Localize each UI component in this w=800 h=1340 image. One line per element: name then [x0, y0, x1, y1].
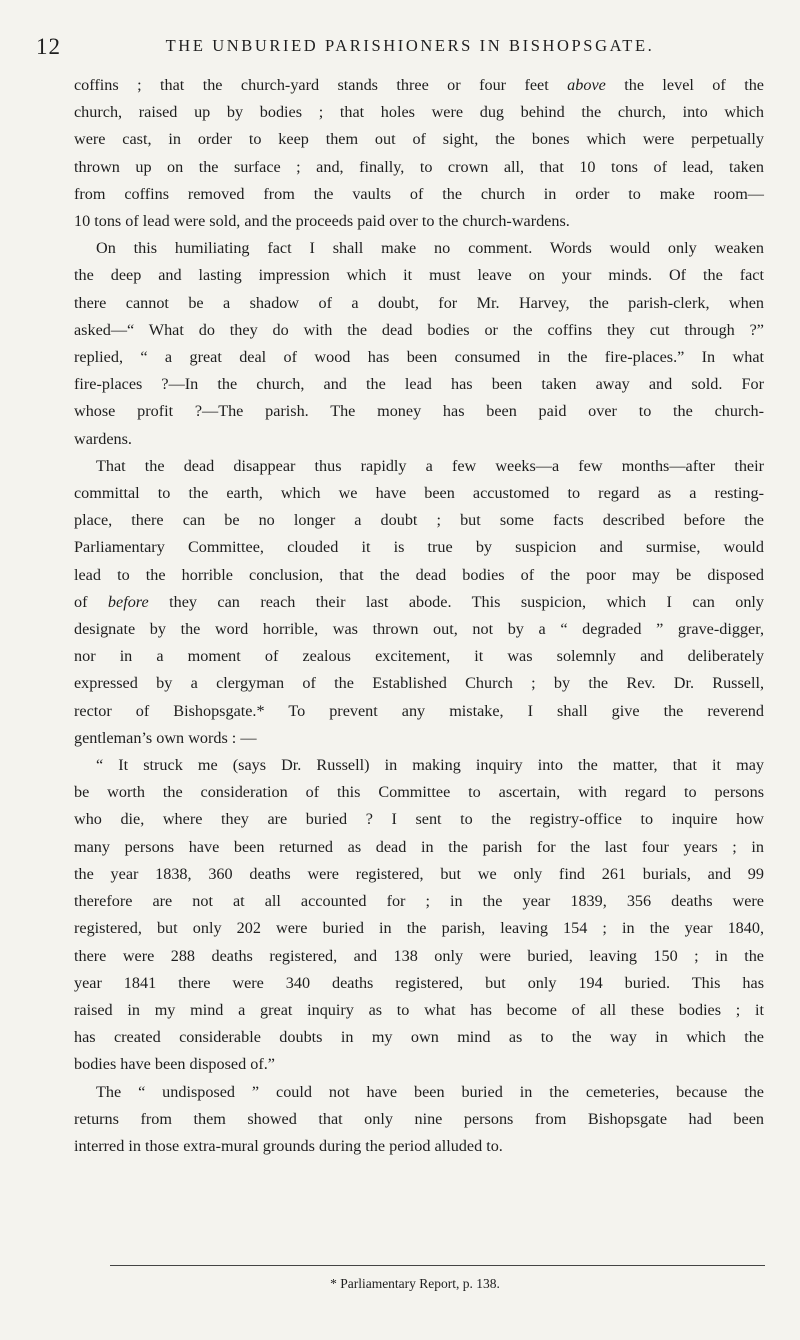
text-line: registered, but only 202 were buried in the parish, leaving 154 ; in the year 1840, — [74, 919, 764, 938]
text-line: thrown up on the surface ; and, finally, to crown all, that 10 tons of lead, taken — [74, 157, 764, 176]
paragraph — [74, 453, 764, 752]
text-line: many persons have been returned as dead in the parish for the last four years ; in — [74, 837, 764, 856]
text-line: wardens. — [74, 429, 132, 448]
text-line: 10 tons of lead were sold, and the proceeds paid over to the church-wardens. — [74, 212, 570, 231]
text-line: expressed by a clergyman of the Established Church ; by the Rev. Dr. Russell, — [74, 674, 764, 693]
text-line: has created considerable doubts in my own mind as to the way in which the — [74, 1028, 764, 1047]
text-line: coffins ; that the church-yard stands three or four feet above the level of the — [74, 76, 764, 94]
paragraph — [74, 752, 764, 1078]
text-line: nor in a moment of zealous excitement, it was solemnly and deliberately — [74, 647, 764, 666]
text-line: there cannot be a shadow of a doubt, for Mr. Harvey, the parish-clerk, when — [74, 293, 764, 312]
footnote: * Parliamentary Report, p. 138. — [330, 1276, 500, 1291]
text-line: interred in those extra-mural grounds during the period alluded to. — [74, 1136, 503, 1155]
text-line: returns from them showed that only nine persons from Bishopsgate had been — [74, 1109, 764, 1128]
footnote-rule — [110, 1265, 765, 1266]
text-line: rector of Bishopsgate.* To prevent any mistake, I shall give the reverend — [74, 701, 764, 720]
text-line: gentleman’s own words : — — [74, 728, 257, 747]
text-line: the year 1838, 360 deaths were registered, but we only find 261 burials, and 99 — [74, 864, 764, 883]
text-line: lead to the horrible conclusion, that the dead bodies of the poor may be disposed — [74, 565, 764, 584]
text-line: The “ undisposed ” could not have been buried in the cemeteries, because the — [96, 1082, 764, 1101]
paragraph — [74, 235, 764, 453]
text-line: That the dead disappear thus rapidly a few weeks—a few months—after their — [96, 456, 764, 475]
text-line: whose profit ?—The parish. The money has been paid over to the church- — [74, 402, 764, 421]
page-header — [36, 34, 764, 58]
page-number: 12 — [36, 34, 61, 59]
text-line: from coffins removed from the vaults of the church in order to make room— — [74, 184, 764, 203]
text-line: “ It struck me (says Dr. Russell) in making inquiry into the matter, that it may — [96, 756, 764, 775]
text-line: of before they can reach their last abode. This suspicion, which I can only — [74, 592, 764, 611]
text-line: asked—“ What do they do with the dead bodies or the coffins they cut through ?” — [74, 320, 764, 339]
text-line: fire-places ?—In the church, and the lead has been taken away and sold. For — [74, 375, 764, 394]
body-text — [74, 72, 764, 1160]
text-line: place, there can be no longer a doubt ; but some facts described before the — [74, 511, 764, 530]
text-line: designate by the word horrible, was thrown out, not by a “ degraded ” grave-digger, — [74, 620, 764, 639]
text-line: committal to the earth, which we have been accustomed to regard as a resting- — [74, 484, 764, 503]
text-line: raised in my mind a great inquiry as to what has become of all these bodies ; it — [74, 1000, 764, 1019]
text-line: replied, “ a great deal of wood has been consumed in the fire-places.” In what — [74, 348, 764, 367]
text-line: On this humiliating fact I shall make no comment. Words would only weaken — [96, 239, 764, 258]
text-line: bodies have been disposed of.” — [74, 1055, 275, 1074]
text-line: who die, where they are buried ? I sent to the registry-office to inquire how — [74, 810, 764, 829]
text-line: be worth the consideration of this Committee to ascertain, with regard to persons — [74, 783, 764, 802]
text-line: church, raised up by bodies ; that holes were dug behind the church, into which — [74, 103, 764, 122]
text-line: therefore are not at all accounted for ; in the year 1839, 356 deaths were — [74, 892, 764, 911]
paragraph — [74, 72, 764, 235]
text-line: were cast, in order to keep them out of sight, the bones which were perpetually — [74, 130, 764, 149]
text-line: the deep and lasting impression which it must leave on your minds. Of the fact — [74, 266, 764, 285]
text-line: there were 288 deaths registered, and 138 only were buried, leaving 150 ; in the — [74, 946, 764, 965]
paragraph — [74, 1079, 764, 1161]
text-line: Parliamentary Committee, clouded it is true by suspicion and surmise, would — [74, 538, 764, 557]
running-head: THE UNBURIED PARISHIONERS IN BISHOPSGATE. — [165, 36, 655, 55]
text-line: year 1841 there were 340 deaths registered, but only 194 buried. This has — [74, 973, 764, 992]
